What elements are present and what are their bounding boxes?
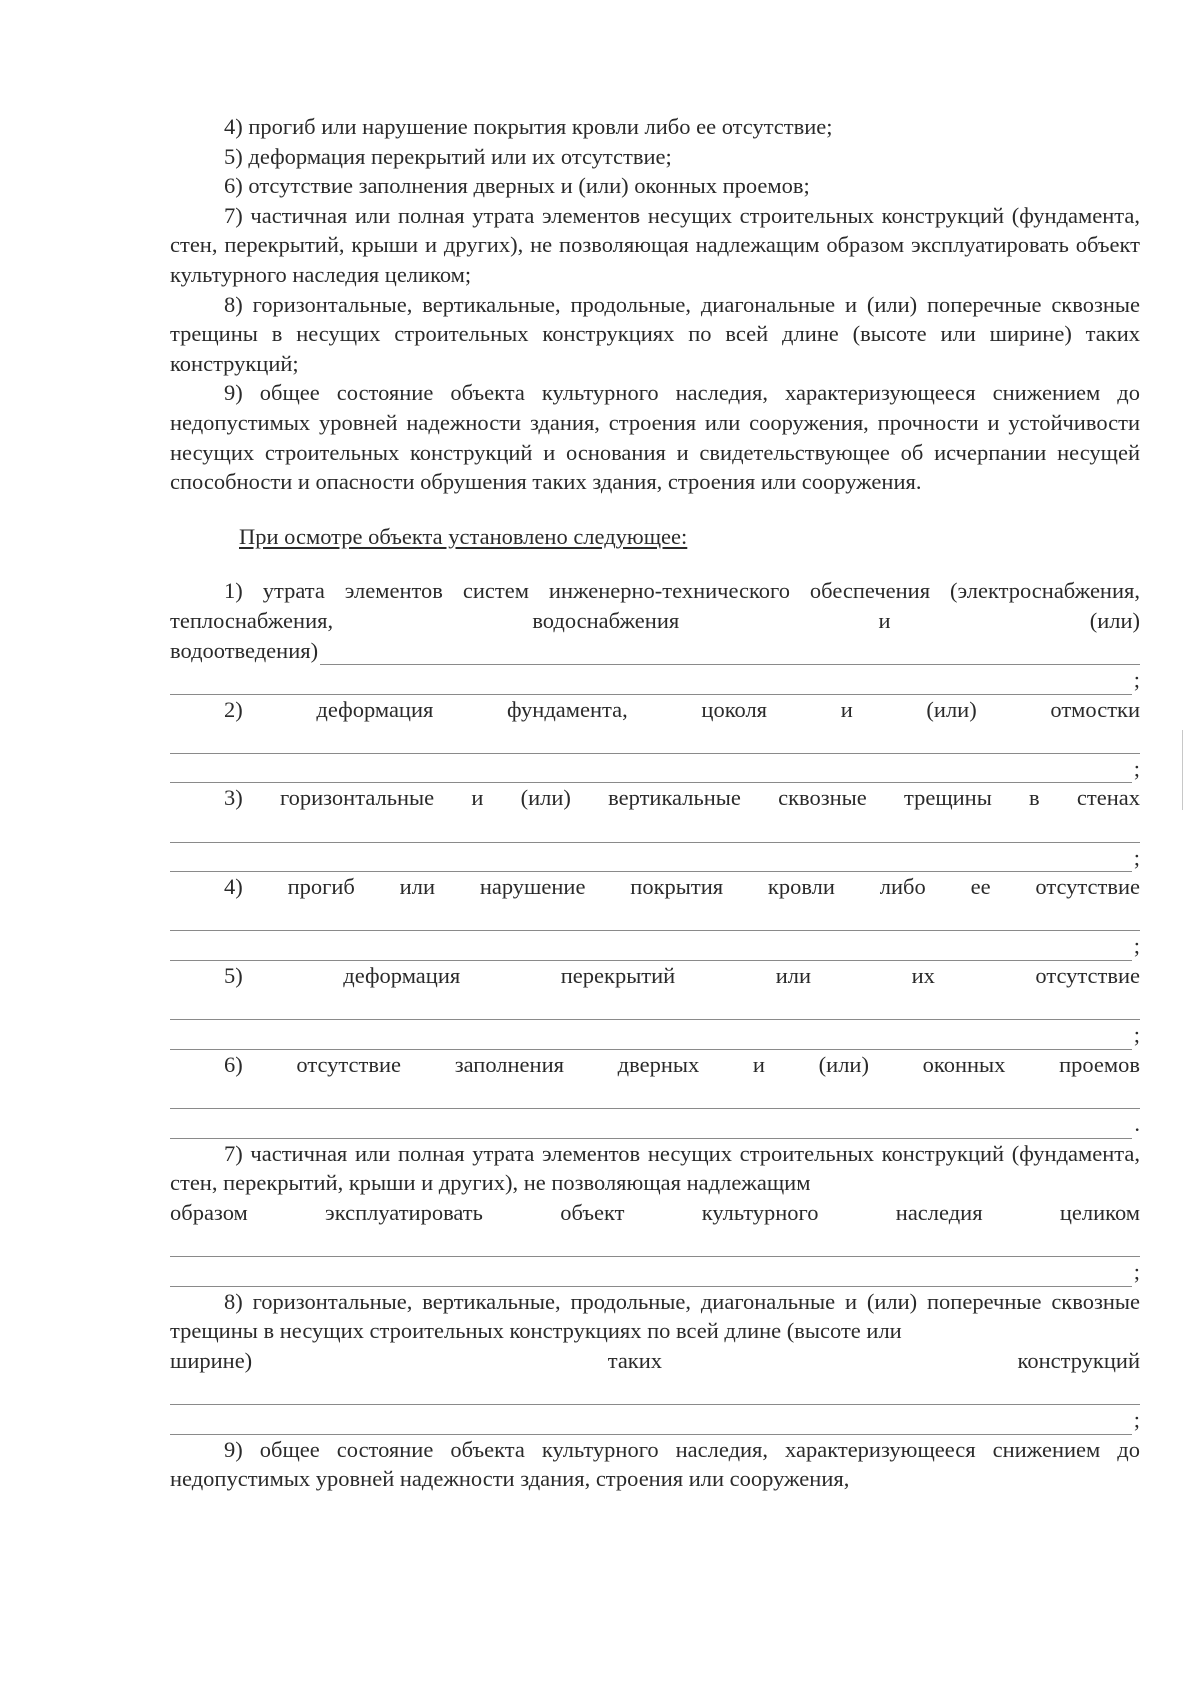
blank-line bbox=[170, 853, 1132, 872]
blank-line bbox=[170, 912, 1140, 931]
blank-line bbox=[170, 764, 1132, 783]
blank-line bbox=[170, 735, 1140, 754]
criterion-7: 7) частичная или полная утрата элементов несущих строительных конструкций (фундамента, стен, перекрытий, крыши и других), не позволяющая надлежащим образом эксплуатировать объект культурного наследия целиком; bbox=[170, 202, 1140, 287]
criterion-6: 6) отсутствие заполнения дверных и (или) оконных проемов; bbox=[224, 173, 810, 199]
period: . bbox=[1134, 1111, 1140, 1136]
finding-7-text: 7) частичная или полная утрата элементов несущих строительных конструкций (фундамента, стен, перекрытий, крыши и других), не позволяющая надлежащим bbox=[170, 1140, 1140, 1196]
finding-7-text-end: образом эксплуатировать объект культурного наследия целиком bbox=[170, 1199, 1140, 1225]
finding-4-field[interactable] bbox=[170, 902, 1140, 932]
finding-3-field-2[interactable] bbox=[170, 843, 1140, 873]
finding-3-text: 3) горизонтальные и (или) вертикальные сквозные трещины в стенах bbox=[224, 785, 1140, 811]
blank-line bbox=[170, 824, 1140, 843]
blank-line bbox=[170, 676, 1132, 695]
finding-2-field-2[interactable] bbox=[170, 754, 1140, 784]
blank-line bbox=[170, 1001, 1140, 1020]
finding-1-field[interactable] bbox=[170, 636, 1140, 666]
blank-line bbox=[170, 1090, 1140, 1109]
finding-1-field-2[interactable] bbox=[170, 665, 1140, 695]
finding-8-field[interactable] bbox=[170, 1375, 1140, 1405]
semicolon: ; bbox=[1133, 667, 1140, 693]
finding-5-field-2[interactable] bbox=[170, 1020, 1140, 1050]
semicolon: ; bbox=[1133, 933, 1140, 959]
blank-line bbox=[170, 1386, 1140, 1405]
finding-6-field[interactable] bbox=[170, 1079, 1140, 1109]
inspection-heading: При осмотре объекта установлено следующее: bbox=[239, 523, 688, 549]
finding-3-field[interactable] bbox=[170, 813, 1140, 843]
finding-9-text: 9) общее состояние объекта культурного наследия, характеризующееся снижением до недопустимых уровней надежности здания, строения или сооружения, bbox=[170, 1436, 1140, 1492]
semicolon: ; bbox=[1133, 1406, 1140, 1432]
blank-line bbox=[170, 1120, 1132, 1139]
blank-line bbox=[320, 646, 1140, 665]
semicolon: ; bbox=[1133, 844, 1140, 870]
blank-line bbox=[170, 1031, 1132, 1050]
scan-margin-mark bbox=[1182, 730, 1183, 810]
criterion-9: 9) общее состояние объекта культурного наследия, характеризующееся снижением до недопустимых уровней надежности здания, строения или сооружения, прочности и устойчивости несущих строительных конструкций и основания и свидетельствующее об исчерпании несущей способности и опасности обрушения таких здания, строения или сооружения. bbox=[170, 380, 1140, 495]
criterion-8: 8) горизонтальные, вертикальные, продольные, диагональные и (или) поперечные сквозные трещины в несущих строительных конструкциях по всей длине (высоте или ширине) таких конструкций; bbox=[170, 291, 1140, 376]
finding-4-text: 4) прогиб или нарушение покрытия кровли либо ее отсутствие bbox=[224, 874, 1140, 900]
blank-line bbox=[170, 942, 1132, 961]
finding-1-text: 1) утрата элементов систем инженерно-технического обеспечения (электроснабжения, теплоснабжения, водоснабжения и (или) bbox=[170, 578, 1140, 633]
finding-6-text: 6) отсутствие заполнения дверных и (или) оконных проемов bbox=[224, 1051, 1140, 1077]
blank-line bbox=[170, 1238, 1140, 1257]
finding-5-text: 5) деформация перекрытий или их отсутствие bbox=[224, 963, 1140, 989]
finding-6-field-2[interactable] bbox=[170, 1109, 1140, 1139]
semicolon: ; bbox=[1133, 755, 1140, 781]
finding-2-text: 2) деформация фундамента, цоколя и (или) отмостки bbox=[224, 696, 1140, 722]
document-body bbox=[170, 112, 1140, 1494]
criterion-4: 4) прогиб или нарушение покрытия кровли либо ее отсутствие; bbox=[224, 114, 833, 139]
blank-line bbox=[170, 1268, 1132, 1287]
semicolon: ; bbox=[1133, 1022, 1140, 1048]
finding-4-field-2[interactable] bbox=[170, 931, 1140, 961]
finding-8-text-end: ширине) таких конструкций bbox=[170, 1347, 1140, 1373]
blank-line bbox=[170, 1416, 1132, 1435]
finding-8-text: 8) горизонтальные, вертикальные, продольные, диагональные и (или) поперечные сквозные трещины в несущих строительных конструкциях по всей длине (высоте или bbox=[170, 1288, 1140, 1344]
finding-2-field[interactable] bbox=[170, 724, 1140, 754]
finding-8-field-2[interactable] bbox=[170, 1405, 1140, 1435]
criterion-5: 5) деформация перекрытий или их отсутствие; bbox=[224, 143, 672, 169]
semicolon: ; bbox=[1133, 1258, 1140, 1284]
finding-1-label-end: водоотведения) bbox=[170, 637, 319, 663]
finding-5-field[interactable] bbox=[170, 991, 1140, 1021]
finding-7-field[interactable] bbox=[170, 1227, 1140, 1257]
finding-7-field-2[interactable] bbox=[170, 1257, 1140, 1287]
